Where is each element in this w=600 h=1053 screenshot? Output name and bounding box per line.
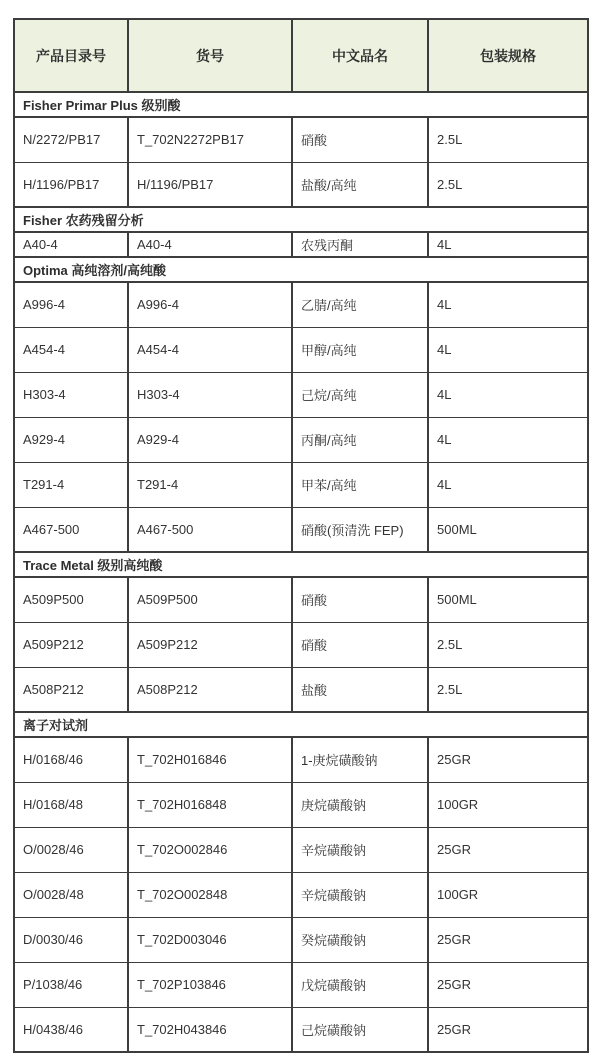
package-size-cell: 2.5L [428, 117, 588, 162]
section-row [14, 257, 588, 282]
catalog-number-cell: A509P500 [14, 577, 128, 622]
catalog-number-cell: A454-4 [14, 327, 128, 372]
table-row [14, 962, 588, 1007]
table-row [14, 372, 588, 417]
column-header-package-size: 包装规格 [428, 19, 588, 92]
table-row [14, 1007, 588, 1052]
package-size-cell: 25GR [428, 1007, 588, 1052]
section-row [14, 552, 588, 577]
section-row [14, 207, 588, 232]
chinese-name-cell: 硝酸 [292, 622, 428, 667]
catalog-number-cell: O/0028/48 [14, 872, 128, 917]
chinese-name-cell: 戊烷磺酸钠 [292, 962, 428, 1007]
chinese-name-cell: 丙酮/高纯 [292, 417, 428, 462]
item-number-cell: A454-4 [128, 327, 292, 372]
catalog-number-cell: A40-4 [14, 232, 128, 257]
package-size-cell: 4L [428, 417, 588, 462]
item-number-cell: T_702H016846 [128, 737, 292, 782]
item-number-cell: T_702H016848 [128, 782, 292, 827]
table-row [14, 782, 588, 827]
item-number-cell: A508P212 [128, 667, 292, 712]
item-number-cell: A996-4 [128, 282, 292, 327]
chinese-name-cell: 甲苯/高纯 [292, 462, 428, 507]
catalog-number-cell: D/0030/46 [14, 917, 128, 962]
item-number-cell: H303-4 [128, 372, 292, 417]
package-size-cell: 100GR [428, 872, 588, 917]
table-row [14, 162, 588, 207]
package-size-cell: 4L [428, 372, 588, 417]
table-row [14, 117, 588, 162]
package-size-cell: 25GR [428, 737, 588, 782]
item-number-cell: H/1196/PB17 [128, 162, 292, 207]
package-size-cell: 25GR [428, 962, 588, 1007]
chinese-name-cell: 己烷/高纯 [292, 372, 428, 417]
item-number-cell: A509P500 [128, 577, 292, 622]
table-row [14, 417, 588, 462]
catalog-number-cell: A467-500 [14, 507, 128, 552]
table-row [14, 232, 588, 257]
chinese-name-cell: 盐酸/高纯 [292, 162, 428, 207]
catalog-number-cell: N/2272/PB17 [14, 117, 128, 162]
section-title: 离子对试剂 [14, 712, 588, 737]
package-size-cell: 500ML [428, 507, 588, 552]
table-row [14, 327, 588, 372]
section-title: Optima 高纯溶剂/高纯酸 [14, 257, 588, 282]
catalog-number-cell: H/0168/48 [14, 782, 128, 827]
section-row [14, 92, 588, 117]
table-header [14, 19, 588, 92]
catalog-number-cell: H/1196/PB17 [14, 162, 128, 207]
section-title: Trace Metal 级别高纯酸 [14, 552, 588, 577]
item-number-cell: T_702O002848 [128, 872, 292, 917]
chinese-name-cell: 庚烷磺酸钠 [292, 782, 428, 827]
chinese-name-cell: 农残丙酮 [292, 232, 428, 257]
item-number-cell: T_702P103846 [128, 962, 292, 1007]
chinese-name-cell: 己烷磺酸钠 [292, 1007, 428, 1052]
column-header-chinese-name: 中文品名 [292, 19, 428, 92]
item-number-cell: A40-4 [128, 232, 292, 257]
table-row [14, 737, 588, 782]
chinese-name-cell: 癸烷磺酸钠 [292, 917, 428, 962]
package-size-cell: 4L [428, 232, 588, 257]
catalog-number-cell: A929-4 [14, 417, 128, 462]
package-size-cell: 2.5L [428, 667, 588, 712]
package-size-cell: 25GR [428, 827, 588, 872]
catalog-number-cell: P/1038/46 [14, 962, 128, 1007]
table-row [14, 827, 588, 872]
table-row [14, 917, 588, 962]
package-size-cell: 500ML [428, 577, 588, 622]
item-number-cell: A467-500 [128, 507, 292, 552]
table-body [14, 92, 588, 1052]
table-row [14, 577, 588, 622]
chinese-name-cell: 硝酸 [292, 577, 428, 622]
table-row [14, 282, 588, 327]
catalog-number-cell: H/0168/46 [14, 737, 128, 782]
catalog-number-cell: A996-4 [14, 282, 128, 327]
section-title: Fisher 农药残留分析 [14, 207, 588, 232]
chinese-name-cell: 甲醇/高纯 [292, 327, 428, 372]
item-number-cell: T_702N2272PB17 [128, 117, 292, 162]
product-catalog-table [13, 18, 589, 1053]
chinese-name-cell: 硝酸 [292, 117, 428, 162]
catalog-number-cell: T291-4 [14, 462, 128, 507]
item-number-cell: T_702O002846 [128, 827, 292, 872]
package-size-cell: 25GR [428, 917, 588, 962]
catalog-number-cell: H303-4 [14, 372, 128, 417]
package-size-cell: 4L [428, 327, 588, 372]
catalog-number-cell: O/0028/46 [14, 827, 128, 872]
column-header-item-number: 货号 [128, 19, 292, 92]
item-number-cell: T291-4 [128, 462, 292, 507]
package-size-cell: 100GR [428, 782, 588, 827]
section-row [14, 712, 588, 737]
chinese-name-cell: 辛烷磺酸钠 [292, 827, 428, 872]
package-size-cell: 4L [428, 282, 588, 327]
item-number-cell: T_702D003046 [128, 917, 292, 962]
package-size-cell: 2.5L [428, 162, 588, 207]
chinese-name-cell: 辛烷磺酸钠 [292, 872, 428, 917]
chinese-name-cell: 盐酸 [292, 667, 428, 712]
section-title: Fisher Primar Plus 级别酸 [14, 92, 588, 117]
column-header-catalog-number: 产品目录号 [14, 19, 128, 92]
package-size-cell: 2.5L [428, 622, 588, 667]
chinese-name-cell: 乙腈/高纯 [292, 282, 428, 327]
item-number-cell: A929-4 [128, 417, 292, 462]
chinese-name-cell: 硝酸(预清洗 FEP) [292, 507, 428, 552]
chinese-name-cell: 1-庚烷磺酸钠 [292, 737, 428, 782]
table-row [14, 462, 588, 507]
catalog-number-cell: A508P212 [14, 667, 128, 712]
package-size-cell: 4L [428, 462, 588, 507]
item-number-cell: A509P212 [128, 622, 292, 667]
table-row [14, 872, 588, 917]
header-row [14, 19, 588, 92]
catalog-number-cell: A509P212 [14, 622, 128, 667]
catalog-number-cell: H/0438/46 [14, 1007, 128, 1052]
table-row [14, 667, 588, 712]
table-row [14, 622, 588, 667]
table-row [14, 507, 588, 552]
item-number-cell: T_702H043846 [128, 1007, 292, 1052]
